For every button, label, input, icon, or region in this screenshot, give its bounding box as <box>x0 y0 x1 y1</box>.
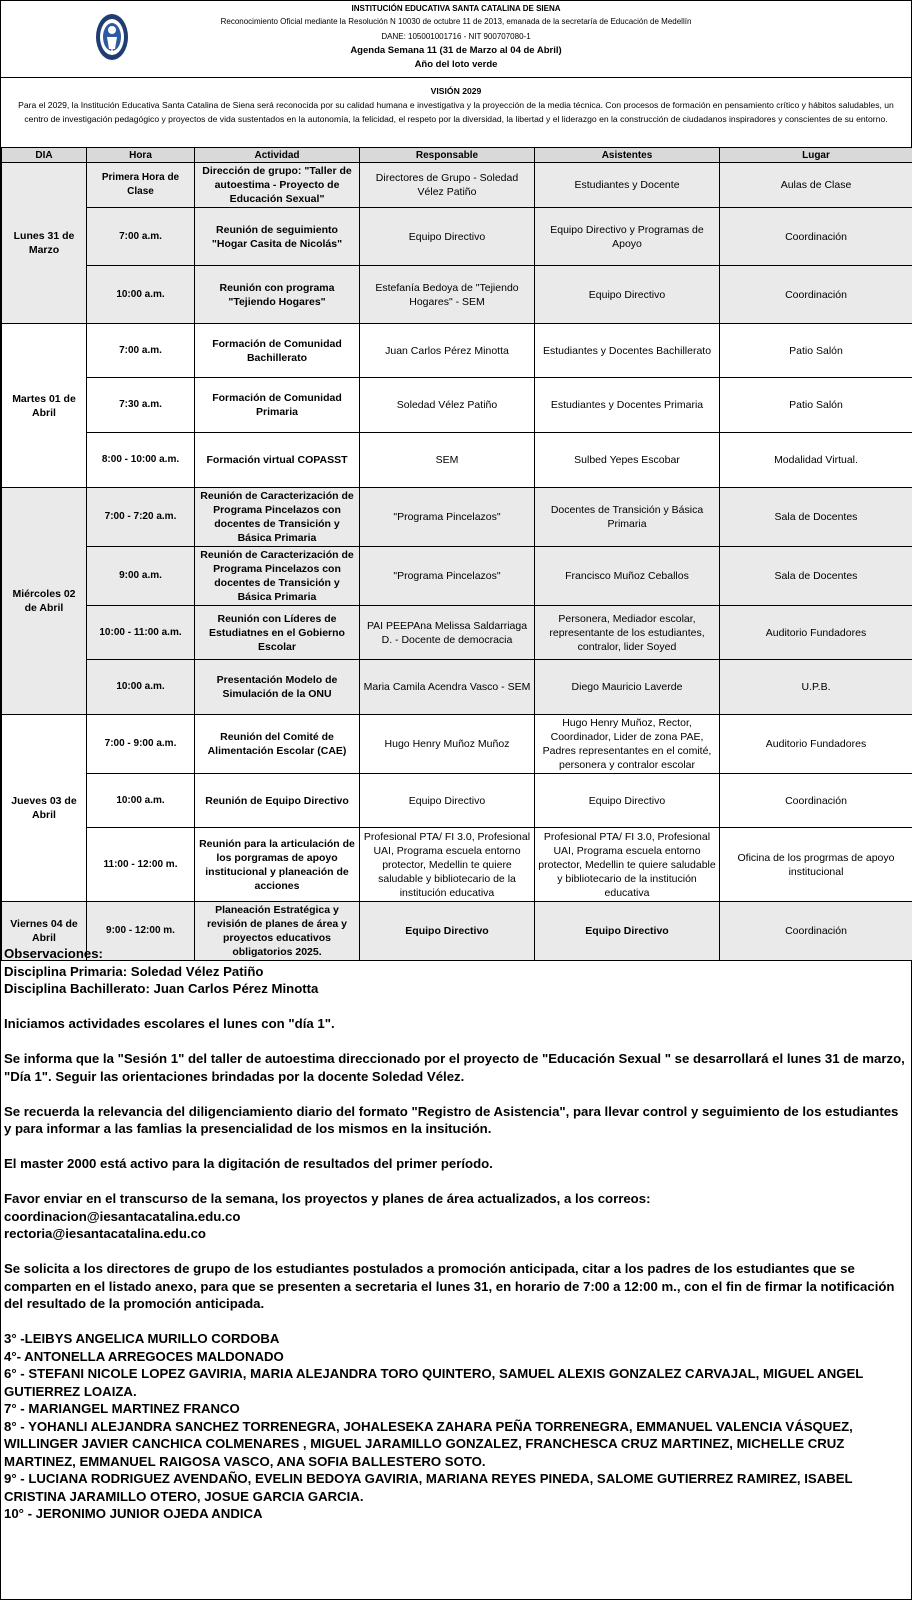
observation-line: 10° - JERONIMO JUNIOR OJEDA ANDICA <box>4 1506 263 1521</box>
year-motto: Año del loto verde <box>414 59 498 70</box>
attendees-cell: Equipo Directivo <box>535 902 720 961</box>
attendees-cell: Estudiantes y Docentes Primaria <box>535 378 720 433</box>
agenda-title: Agenda Semana 11 (31 de Marzo al 04 de Abril) <box>350 45 562 56</box>
official-recognition: Reconocimiento Oficial mediante la Resolución N 10030 de octubre 11 de 2013, emanada de la secretaría de Educación de Medellín <box>220 17 692 26</box>
day-cell: Miércoles 02 de Abril <box>2 488 87 715</box>
blank-line <box>4 998 909 1016</box>
table-row <box>2 163 912 208</box>
observation-line: 9° - LUCIANA RODRIGUEZ AVENDAÑO, EVELIN BEDOYA GAVIRIA, MARIANA REYES PINEDA, SALOME GUTIERREZ RAMIREZ, ISABEL CRISTINA JARAMILLO OTERO, JOSUE GARCIA GARCIA. <box>4 1471 853 1504</box>
observation-line: El master 2000 está activo para la digitación de resultados del primer período. <box>4 1156 493 1171</box>
hour-cell: 10:00 - 11:00 a.m. <box>87 606 195 660</box>
observation-line: coordinacion@iesantacatalina.edu.co <box>4 1208 241 1224</box>
activity-cell: Reunión con programa "Tejiendo Hogares" <box>195 266 360 324</box>
attendees-cell: Francisco Muñoz Ceballos <box>535 547 720 606</box>
table-row <box>2 488 912 547</box>
day-cell: Martes 01 de Abril <box>2 324 87 488</box>
table-row <box>2 324 912 378</box>
observations-title: Observaciones: <box>4 946 103 961</box>
place-cell: Coordinación <box>720 774 912 828</box>
observation-line: Se solicita a los directores de grupo de los estudiantes postulados a promoción anticipada, citar a los padres de los estudiantes que se comparten en el listado anexo, para que se presenten a secretaria el lunes 31, en horario de 7:00 a 12:00 m., con el fin de firmar la notificación del resultado de la promoción anticipada. <box>4 1261 895 1311</box>
table-header-row <box>2 148 912 163</box>
place-cell: Coordinación <box>720 266 912 324</box>
responsible-cell: SEM <box>360 433 535 488</box>
document-header <box>1 1 911 78</box>
observation-line: 8° - YOHANLI ALEJANDRA SANCHEZ TORRENEGRA, JOHALESEKA ZAHARA PEÑA TORRENEGRA, EMMANUEL VALENCIA VÁSQUEZ, WILLINGER JAVIER CANCHICA COLMENARES , MIGUEL JARAMILLO GONZALEZ, FRANCHESCA CRUZ MARTINEZ, MICHELLE CRUZ MARTINEZ, EMMANUEL RAIGOSA VASCO, ANA SOFIA BALLESTERO SOTO. <box>4 1418 853 1469</box>
attendees-cell: Docentes de Transición y Básica Primaria <box>535 488 720 547</box>
hour-cell: 7:00 - 7:20 a.m. <box>87 488 195 547</box>
observation-line: 4°- ANTONELLA ARREGOCES MALDONADO <box>4 1348 284 1364</box>
blank-line <box>4 1033 909 1051</box>
blank-line <box>4 1313 909 1331</box>
place-cell: Coordinación <box>720 902 912 961</box>
day-cell: Lunes 31 de Marzo <box>2 163 87 324</box>
table-row <box>2 547 912 606</box>
hour-cell: 10:00 a.m. <box>87 774 195 828</box>
hour-cell: Primera Hora de Clase <box>87 163 195 208</box>
attendees-cell: Profesional PTA/ FI 3.0, Profesional UAI, Programa escuela entorno protector, Medellin te quiere saludable y bibliotecario de la institución educativa <box>535 828 720 902</box>
hour-cell: 7:00 a.m. <box>87 324 195 378</box>
vision-section <box>1 78 911 146</box>
day-cell: Jueves 03 de Abril <box>2 715 87 902</box>
place-cell: Sala de Docentes <box>720 488 912 547</box>
responsible-cell: Profesional PTA/ FI 3.0, Profesional UAI, Programa escuela entorno protector, Medellin te quiere saludable y bibliotecario de la institución educativa <box>360 828 535 902</box>
table-row <box>2 208 912 266</box>
vision-text: Para el 2029, la Institución Educativa Santa Catalina de Siena será reconocida por su calidad humana e investigativa y la proyección de la media técnica. Con procesos de formación en pensamiento crítico y hábitos saludables, un centro de investigación pedagógico y proyectos de vida sustentados en la autonomía, la felicidad, el respeto por la diversidad, la libertad y el liderazgo en la construcción de ciudadanos inspiradores y conscientes de su entorno. <box>18 100 894 124</box>
responsible-cell: Equipo Directivo <box>360 774 535 828</box>
observation-line: Se recuerda la relevancia del diligenciamiento diario del formato "Registro de Asistencia", para llevar control y seguimiento de los estudiantes y para informar a las famlias la presencialidad de los mismos en la insitución. <box>4 1103 899 1136</box>
dane-nit: DANE: 105001001716 - NIT 900707080-1 <box>381 32 531 41</box>
attendees-cell: Equipo Directivo y Programas de Apoyo <box>535 208 720 266</box>
place-cell: Patio Salón <box>720 324 912 378</box>
place-cell: U.P.B. <box>720 660 912 715</box>
place-cell: Patio Salón <box>720 378 912 433</box>
observation-line: 6° - STEFANI NICOLE LOPEZ GAVIRIA, MARIA ALEJANDRA TORO QUINTERO, SAMUEL ALEXIS GONZALEZ CARVAJAL, MIGUEL ANGEL GUTIERREZ LOAIZA. <box>4 1366 864 1399</box>
responsible-cell: PAI PEEPAna Melissa Saldarriaga D. - Docente de democracia <box>360 606 535 660</box>
place-cell: Aulas de Clase <box>720 163 912 208</box>
observation-line: Se informa que la "Sesión 1" del taller de autoestima direccionado por el proyecto de "Educación Sexual " se desarrollará el lunes 31 de marzo, "Día 1". Seguir las orientaciones brindadas por la docente Soledad Vélez. <box>4 1051 905 1084</box>
observation-line: rectoria@iesantacatalina.edu.co <box>4 1226 206 1241</box>
col-header-responsable: Responsable <box>360 148 535 163</box>
table-row <box>2 715 912 774</box>
observation-line: 7° - MARIANGEL MARTINEZ FRANCO <box>4 1401 240 1416</box>
observation-line: Disciplina Bachillerato: Juan Carlos Pérez Minotta <box>4 981 319 996</box>
attendees-cell: Equipo Directivo <box>535 774 720 828</box>
col-header-asistentes: Asistentes <box>535 148 720 163</box>
activity-cell: Reunión de Caracterización de Programa Pincelazos con docentes de Transición y Básica Primaria <box>195 547 360 606</box>
responsible-cell: Estefanía Bedoya de "Tejiendo Hogares" - SEM <box>360 266 535 324</box>
col-header-hora: Hora <box>87 148 195 163</box>
blank-line <box>4 1173 909 1191</box>
agenda-table <box>1 147 912 961</box>
place-cell: Auditorio Fundadores <box>720 606 912 660</box>
activity-cell: Reunión de Equipo Directivo <box>195 774 360 828</box>
responsible-cell: Directores de Grupo - Soledad Vélez Patiño <box>360 163 535 208</box>
col-header-lugar: Lugar <box>720 148 912 163</box>
place-cell: Modalidad Virtual. <box>720 433 912 488</box>
activity-cell: Reunión para la articulación de los porgramas de apoyo institucional y planeación de acciones <box>195 828 360 902</box>
hour-cell: 7:00 a.m. <box>87 208 195 266</box>
activity-cell: Reunión con Líderes de Estudiatnes en el Gobierno Escolar <box>195 606 360 660</box>
hour-cell: 11:00 - 12:00 m. <box>87 828 195 902</box>
table-row <box>2 266 912 324</box>
activity-cell: Reunión del Comité de Alimentación Escolar (CAE) <box>195 715 360 774</box>
responsible-cell: "Programa Pincelazos" <box>360 547 535 606</box>
hour-cell: 10:00 a.m. <box>87 266 195 324</box>
place-cell: Oficina de los progrmas de apoyo institucional <box>720 828 912 902</box>
table-row <box>2 606 912 660</box>
hour-cell: 8:00 - 10:00 a.m. <box>87 433 195 488</box>
responsible-cell: Equipo Directivo <box>360 208 535 266</box>
place-cell: Sala de Docentes <box>720 547 912 606</box>
attendees-cell: Diego Mauricio Laverde <box>535 660 720 715</box>
responsible-cell: Hugo Henry Muñoz Muñoz <box>360 715 535 774</box>
activity-cell: Presentación Modelo de Simulación de la ONU <box>195 660 360 715</box>
table-row <box>2 378 912 433</box>
activity-cell: Formación de Comunidad Primaria <box>195 378 360 433</box>
attendees-cell: Estudiantes y Docentes Bachillerato <box>535 324 720 378</box>
responsible-cell: "Programa Pincelazos" <box>360 488 535 547</box>
attendees-cell: Equipo Directivo <box>535 266 720 324</box>
responsible-cell: Juan Carlos Pérez Minotta <box>360 324 535 378</box>
attendees-cell: Personera, Mediador escolar, representante de los estudiantes, contralor, lider Soyed <box>535 606 720 660</box>
activity-cell: Planeación Estratégica y revisión de planes de área y proyectos educativos obligatorios 2025. <box>195 902 360 961</box>
hour-cell: 10:00 a.m. <box>87 660 195 715</box>
hour-cell: 7:30 a.m. <box>87 378 195 433</box>
attendees-cell: Sulbed Yepes Escobar <box>535 433 720 488</box>
blank-line <box>4 1138 909 1156</box>
hour-cell: 9:00 a.m. <box>87 547 195 606</box>
table-row <box>2 774 912 828</box>
blank-line <box>4 1243 909 1261</box>
day-cell: Viernes 04 de Abril <box>2 902 87 961</box>
table-row <box>2 660 912 715</box>
place-cell: Auditorio Fundadores <box>720 715 912 774</box>
table-row <box>2 433 912 488</box>
responsible-cell: Maria Camila Acendra Vasco - SEM <box>360 660 535 715</box>
attendees-cell: Estudiantes y Docente <box>535 163 720 208</box>
responsible-cell: Soledad Vélez Patiño <box>360 378 535 433</box>
observation-line: Iniciamos actividades escolares el lunes con "día 1". <box>4 1016 335 1031</box>
activity-cell: Formación virtual COPASST <box>195 433 360 488</box>
observation-line: Favor enviar en el transcurso de la semana, los proyectos y planes de área actualizados, a los correos: <box>4 1191 651 1206</box>
observation-line: 3° -LEIBYS ANGELICA MURILLO CORDOBA <box>4 1331 280 1346</box>
attendees-cell: Hugo Henry Muñoz, Rector, Coordinador, Lider de zona PAE, Padres representantes en el comité, personera y contralor escolar <box>535 715 720 774</box>
institution-name: INSTITUCIÓN EDUCATIVA SANTA CATALINA DE SIENA <box>351 4 561 13</box>
col-header-actividad: Actividad <box>195 148 360 163</box>
blank-line <box>4 1085 909 1103</box>
activity-cell: Reunión de Caracterización de Programa Pincelazos con docentes de Transición y Básica Primaria <box>195 488 360 547</box>
vision-title: VISIÓN 2029 <box>430 86 482 96</box>
observations-section <box>4 945 909 1523</box>
observation-line: Disciplina Primaria: Soledad Vélez Patiño <box>4 963 264 979</box>
responsible-cell: Equipo Directivo <box>360 902 535 961</box>
activity-cell: Dirección de grupo: "Taller de autoestima - Proyecto de Educación Sexual" <box>195 163 360 208</box>
hour-cell: 7:00 - 9:00 a.m. <box>87 715 195 774</box>
activity-cell: Formación de Comunidad Bachillerato <box>195 324 360 378</box>
table-row <box>2 828 912 902</box>
activity-cell: Reunión de seguimiento "Hogar Casita de Nicolás" <box>195 208 360 266</box>
place-cell: Coordinación <box>720 208 912 266</box>
hour-cell: 9:00 - 12:00 m. <box>87 902 195 961</box>
col-header-dia: DIA <box>2 148 87 163</box>
